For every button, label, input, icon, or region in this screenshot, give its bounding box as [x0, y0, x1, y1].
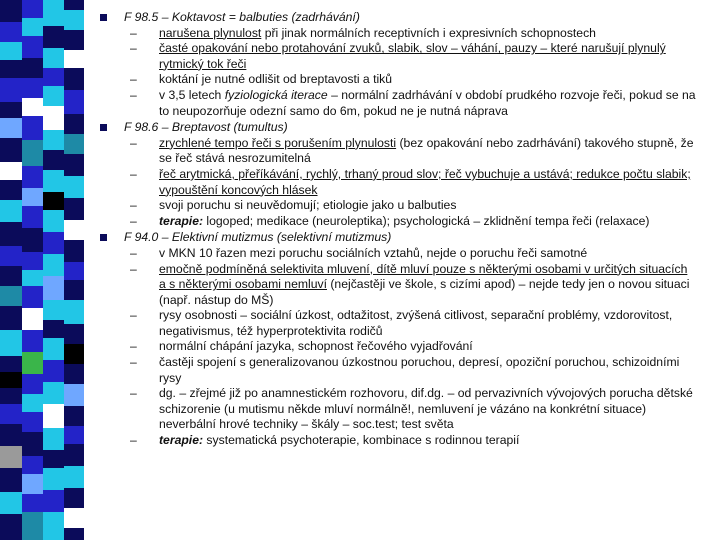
list-item: – v MKN 10 řazen mezi poruchu sociálních vztahů, nejde o poruchu řeči samotné	[130, 245, 588, 260]
list-item: – normální chápání jazyka, schopnost řečového vyjadřování	[130, 339, 473, 354]
section-heading: F 94.0 – Elektivní mutizmus (selektivní mutizmus)	[124, 230, 392, 245]
slide-content	[98, 10, 696, 450]
list-item: – koktání je nutné odlišit od breptavosti a tiků	[130, 72, 393, 87]
section-mutizmus	[98, 230, 696, 448]
section-koktavost	[98, 10, 696, 119]
list-item: – častěji spojení s generalizovanou úzkostnou poruchou, depresí, opoziční poruchou, schizoidními rysy	[130, 355, 680, 385]
list-item: – časté opakování nebo protahování zvuků, slabik, slov – váhání, pauzy – které narušují plynulý rytmický tok řeči	[130, 41, 666, 71]
list-item: – řeč arytmická, přeříkávání, rychlý, trhaný proud slov; řeč vybuchuje a ustává; redukce počtu slabik; vypouštění koncových hlásek	[130, 166, 691, 197]
section-heading: F 98.6 – Breptavost (tumultus)	[124, 120, 288, 135]
list-item: – zrychlené tempo řeči s porušením plynulosti (bez opakování nebo zadrhávání) takového stupně, že se řeč stává nesrozumitelná	[130, 135, 694, 166]
list-item: – narušena plynulost při jinak normálních receptivních i expresivních schopnostech	[130, 25, 596, 40]
bullet-square-icon	[100, 14, 107, 21]
bullet-square-icon	[100, 124, 107, 131]
section-heading: F 98.5 – Koktavost = balbuties (zadrhávání)	[124, 10, 360, 24]
bullet-square-icon	[100, 234, 107, 241]
decorative-color-strip	[0, 0, 84, 540]
list-item: – svoji poruchu si neuvědomují; etiologie jako u balbuties	[130, 198, 457, 213]
list-item: – emočně podmíněná selektivita mluvení, dítě mluví pouze s některými osobami v určitých situacích a s některými osobami nemluví (nejčastěji ve škole, s cizími apod) – nejde tedy jen o novou situaci (např. nástup do MŠ)	[130, 261, 690, 307]
list-item: – dg. – zřejmé již po anamnestickém rozhovoru, dif.dg. – od pervazivních vývojových porucha dětské schizorenie (u mutismu někde mluví normálně!, nemluvení je vázáno na konkrétní situace) neverbální hrové techniky – škály – soc.test; test světa	[130, 386, 693, 432]
section-breptavost	[98, 120, 696, 229]
list-item: – v 3,5 letech fyziologická iterace – normální zadrhávání v období prudkého rozvoje řeči, pokud se na to neupozorňuje odezní samo do 6m, pokud ne je nutná náprava	[130, 87, 696, 118]
list-item: – terapie: logoped; medikace (neuroleptika); psychologická – zklidnění tempa řeči (relaxace)	[130, 213, 650, 228]
list-item: – rysy osobnosti – sociální úzkost, odtažitost, zvýšená citlivost, separační problémy, vzdorovitost, negativismus, též hyperprotektivita rodičů	[130, 308, 673, 338]
list-item: – terapie: systematická psychoterapie, kombinace s rodinnou terapií	[130, 433, 520, 448]
